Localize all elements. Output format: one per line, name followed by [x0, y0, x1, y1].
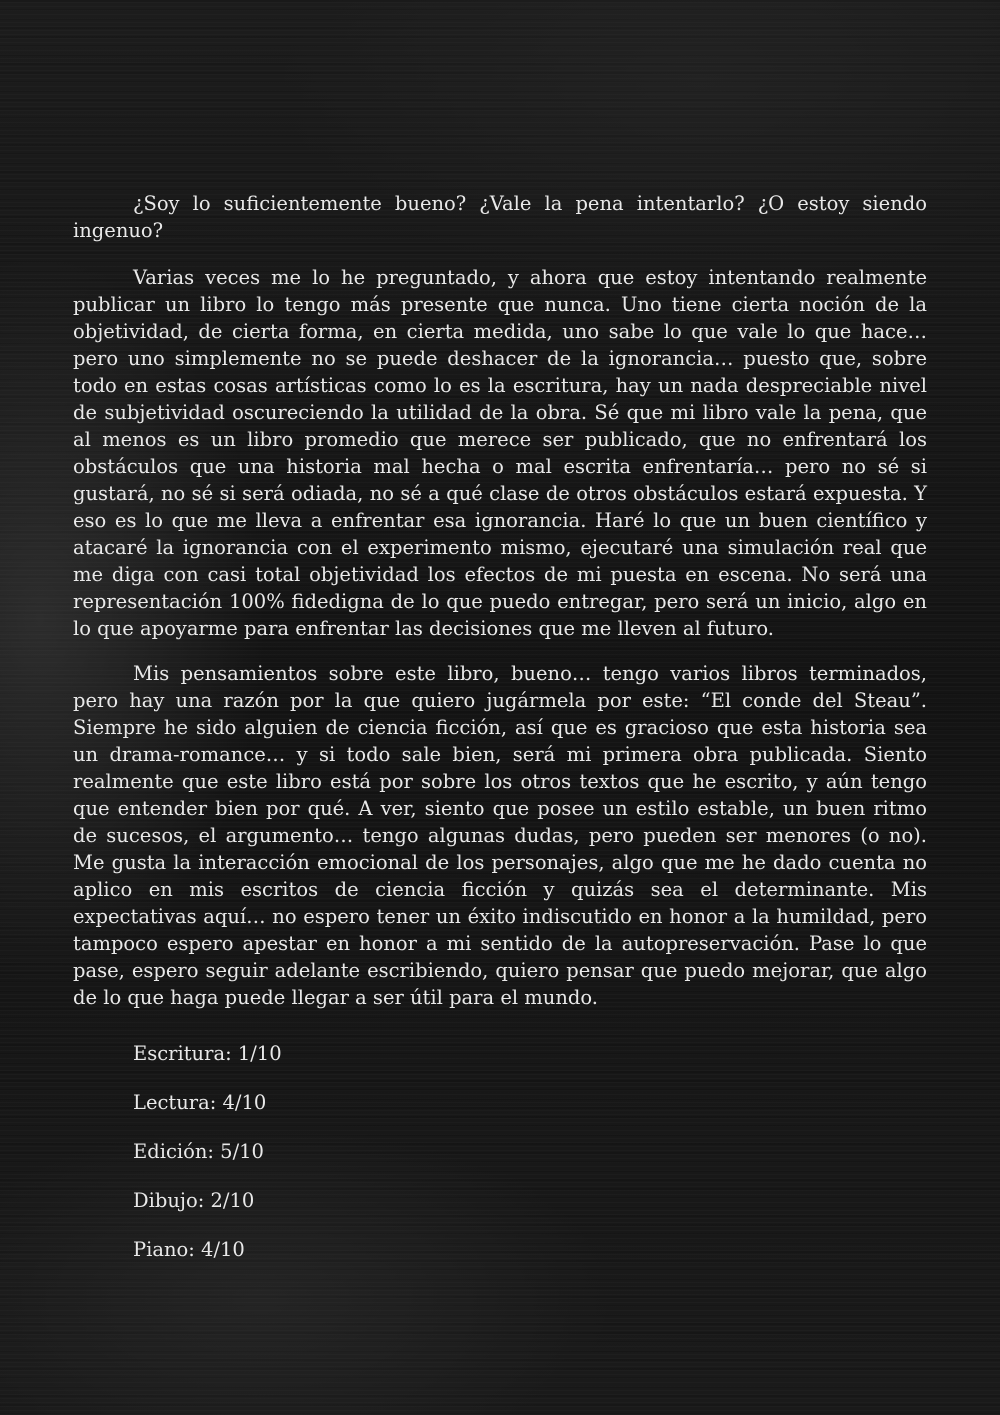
paragraph-book-thoughts: Mis pensamientos sobre este libro, bueno… tengo varios libros terminados, pero hay una razón por la que quiero jugármela por este: “El conde del Steau”. Siempre he sido alguien de ciencia ficción, así que es gracioso que esta historia sea un drama-romance… y si todo sale bien, será mi primera obra publicada. Siento realmente que este libro está por sobre los otros textos que he escrito, y aún tengo que entender bien por qué. A ver, siento que posee un estilo estable, un buen ritmo de sucesos, el argumento… tengo algunas dudas, pero pueden ser menores (o no). Me gusta la interacción emocional de los personajes, algo que me he dado cuenta no aplico en mis escritos de ciencia ficción y quizás sea el determinante. Mis expectativas aquí… no espero tener un éxito indiscutido en honor a la humildad, pero tampoco espero apestar en honor a mi sentido de la autopreservación. Pase lo que pase, espero seguir adelante escribiendo, quiero pensar que puedo mejorar, que algo de lo que haga puede llegar a ser útil para el mundo. — [73, 662, 927, 1009]
rating-edicion: Edición: 5/10 — [133, 1140, 264, 1163]
intro-question: ¿Soy lo suficientemente bueno? ¿Vale la pena intentarlo? ¿O estoy siendo ingenuo? — [73, 192, 927, 242]
rating-dibujo: Dibujo: 2/10 — [133, 1189, 255, 1212]
rating-escritura: Escritura: 1/10 — [133, 1042, 282, 1065]
rating-lectura: Lectura: 4/10 — [133, 1091, 267, 1114]
skill-ratings-list — [73, 1029, 927, 1274]
paragraph-objectivity: Varias veces me lo he preguntado, y ahora que estoy intentando realmente publicar un libro lo tengo más presente que nunca. Uno tiene cierta noción de la objetividad, de cierta forma, en cierta medida, uno sabe lo que vale lo que hace… pero uno simplemente no se puede deshacer de la ignorancia… puesto que, sobre todo en estas cosas artísticas como lo es la escritura, hay un nada despreciable nivel de subjetividad oscureciendo la utilidad de la obra. Sé que mi libro vale la pena, que al menos es un libro promedio que merece ser publicado, que no enfrentará los obstáculos que una historia mal hecha o mal escrita enfrentaría… pero no sé si gustará, no sé si será odiada, no sé a qué clase de otros obstáculos estará expuesta. Y eso es lo que me lleva a enfrentar esa ignorancia. Haré lo que un buen científico y atacaré la ignorancia con el experimento mismo, ejecutaré una simulación real que me diga con casi total objetividad los efectos de mi puesta en escena. No será una representación 100% fidedigna de lo que puedo entregar, pero será un inicio, algo en lo que apoyarme para enfrentar las decisiones que me lleven al futuro. — [73, 266, 927, 640]
rating-piano: Piano: 4/10 — [133, 1238, 245, 1261]
page-content — [73, 190, 927, 1274]
